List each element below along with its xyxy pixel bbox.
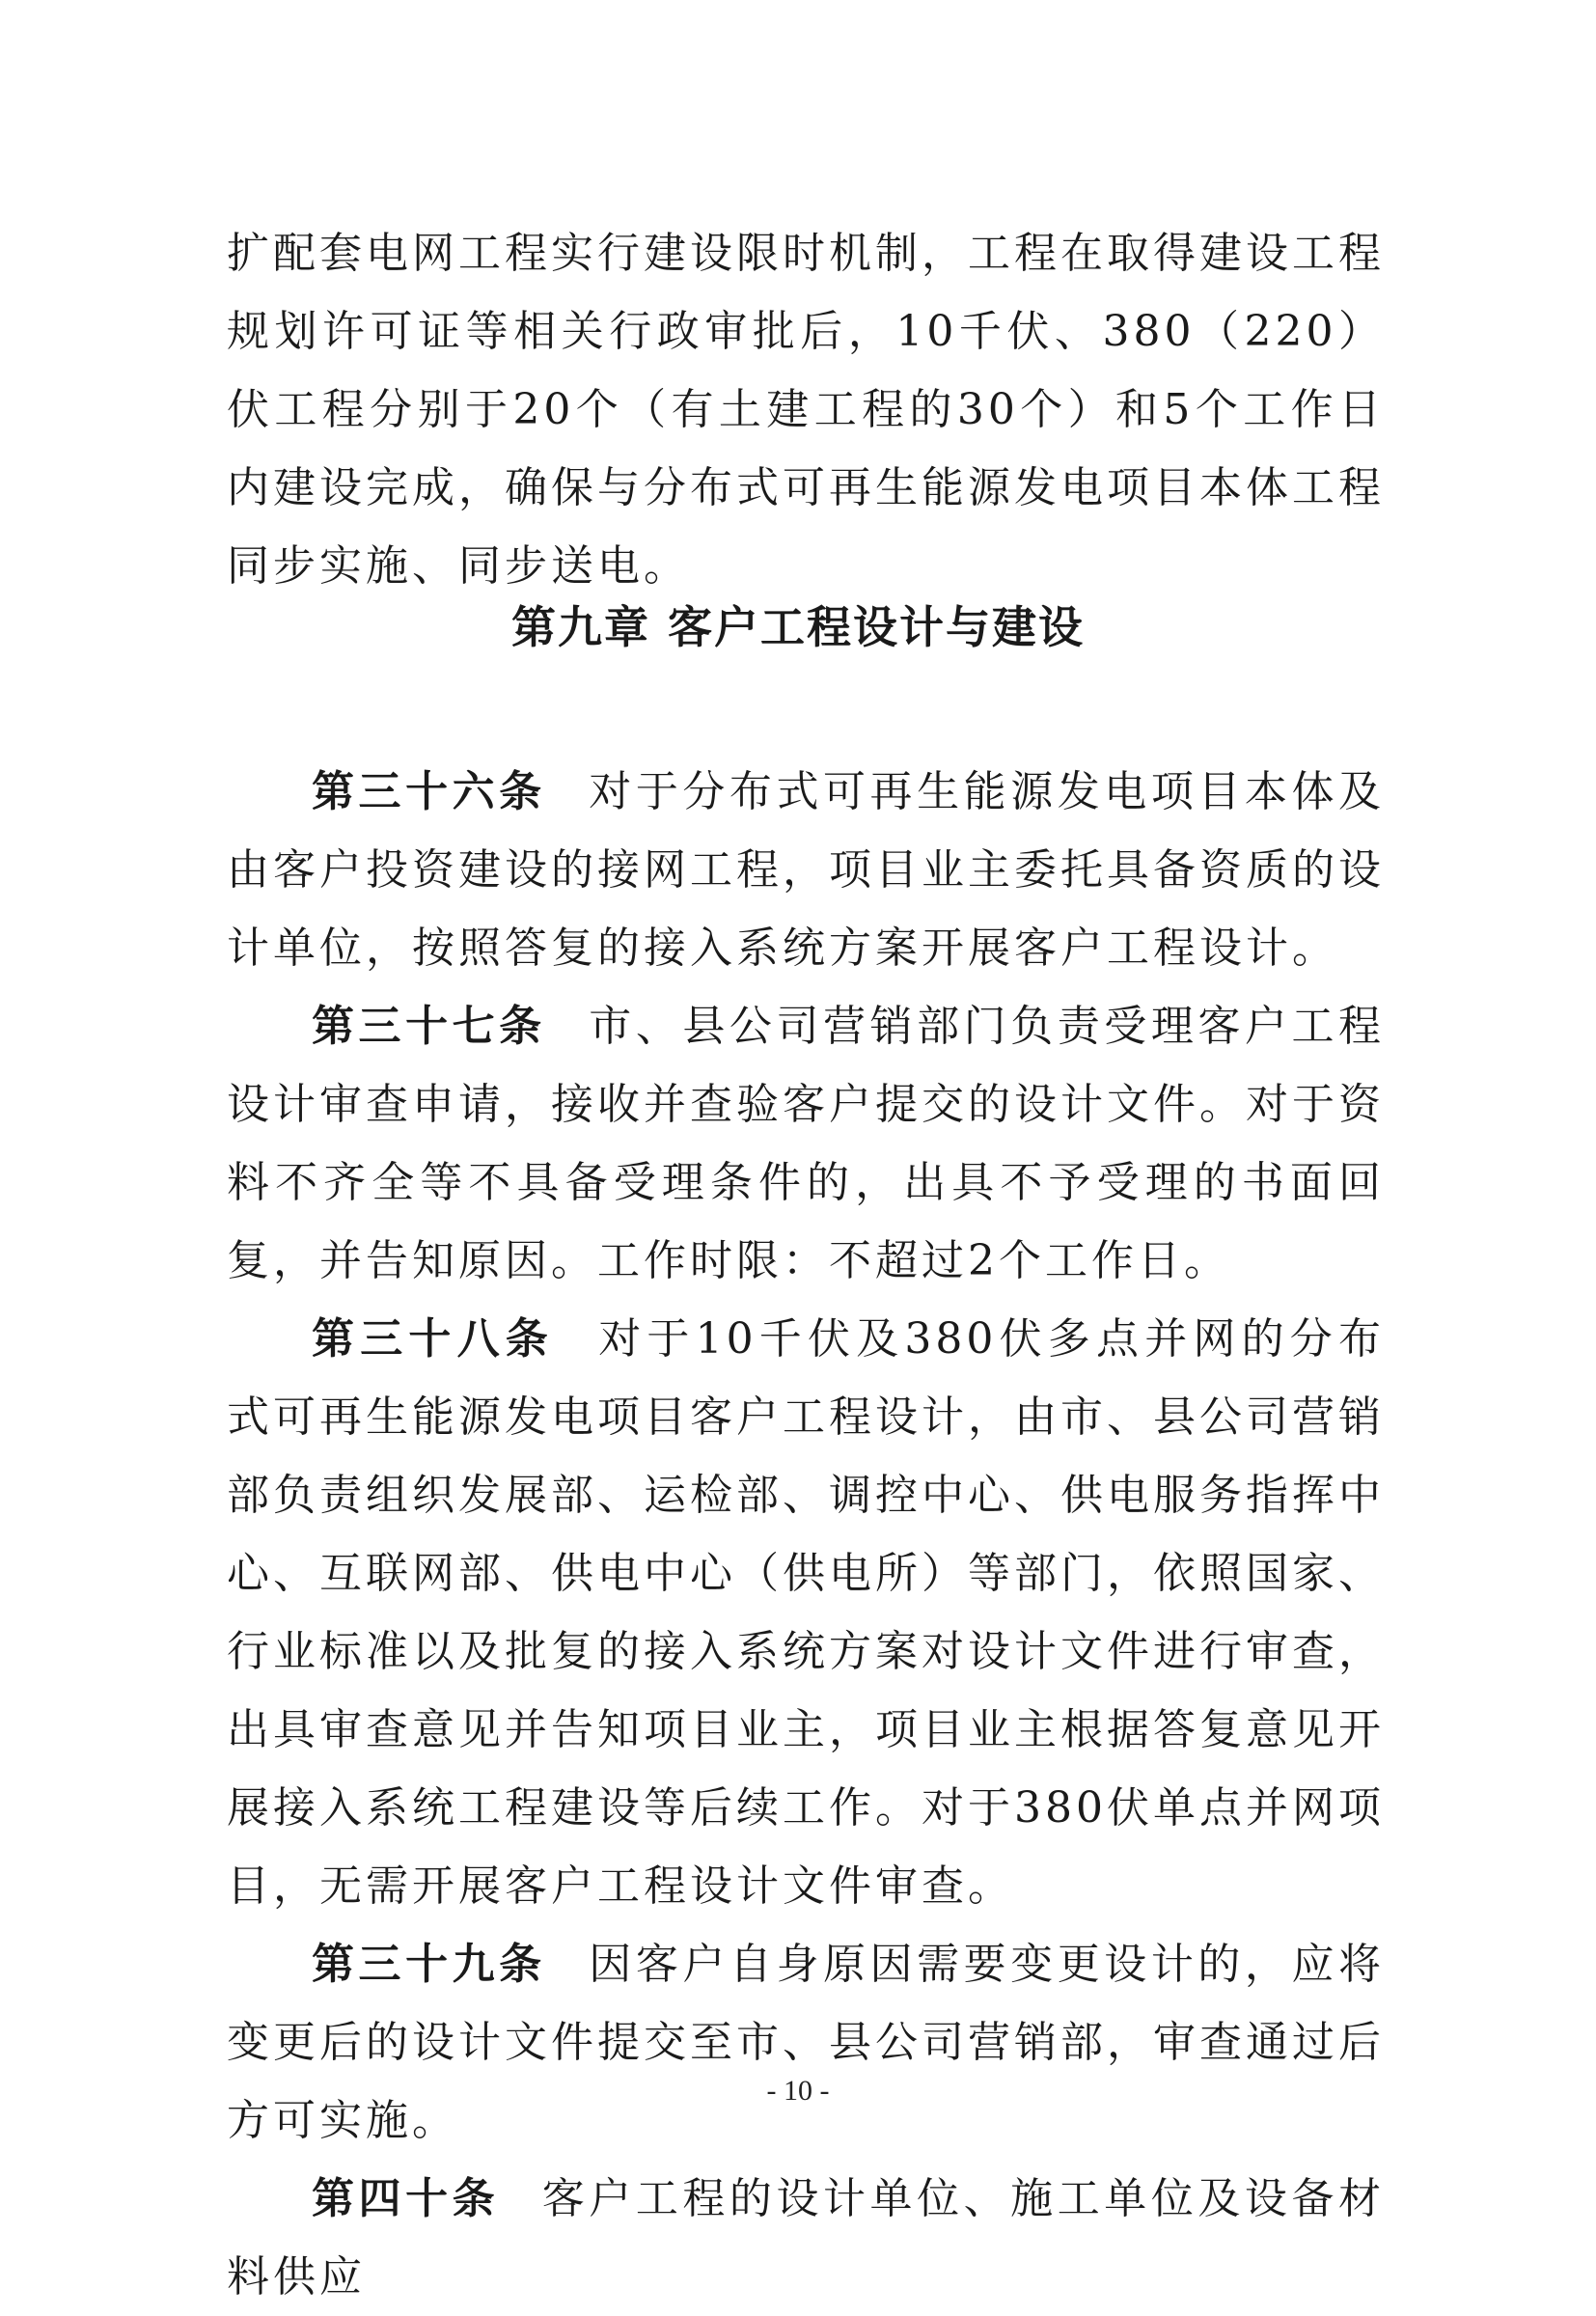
continued-paragraph-block	[227, 214, 1385, 605]
article-number: 第三十九条	[312, 1940, 546, 1989]
article-number: 第三十七条	[312, 1002, 546, 1051]
article-text: 因客户自身原因需要变更设计的，应将变更后的设计文件提交至市、县公司营销部，审查通过后方可实施。	[227, 1940, 1386, 2145]
article-37	[227, 987, 1385, 1300]
article-number: 第四十条	[312, 2174, 500, 2223]
article-number: 第三十八条	[312, 1314, 555, 1364]
article-text: 客户工程的设计单位、施工单位及设备材料供应	[227, 2174, 1386, 2302]
article-text: 市、县公司营销部门负责受理客户工程设计审查申请，接收并查验客户提交的设计文件。对于资料不齐全等不具备受理条件的，出具不予受理的书面回复，并告知原因。工作时限：不超过2个工作日。	[227, 1002, 1386, 1285]
continued-paragraph: 扩配套电网工程实行建设限时机制，工程在取得建设工程规划许可证等相关行政审批后，10千伏、380（220）伏工程分别于20个（有土建工程的30个）和5个工作日内建设完成，确保与分布式可再生能源发电项目本体工程同步实施、同步送电。	[227, 229, 1385, 591]
article-39	[227, 1925, 1385, 2160]
article-text: 对于分布式可再生能源发电项目本体及由客户投资建设的接网工程，项目业主委托具备资质的设计单位，按照答复的接入系统方案开展客户工程设计。	[227, 767, 1386, 973]
article-number: 第三十六条	[312, 767, 546, 816]
chapter-title: 第九章 客户工程设计与建设	[510, 601, 1085, 653]
article-40	[227, 2160, 1385, 2316]
article-38	[227, 1300, 1385, 1925]
article-36	[227, 753, 1385, 987]
article-text: 对于10千伏及380伏多点并网的分布式可再生能源发电项目客户工程设计，由市、县公司营销部负责组织发展部、运检部、调控中心、供电服务指挥中心、互联网部、供电中心（供电所）等部门，依照国家、行业标准以及批复的接入系统方案对设计文件进行审查，出具审查意见并告知项目业主，项目业主根据答复意见开展接入系统工程建设等后续工作。对于380伏单点并网项目，无需开展客户工程设计文件审查。	[227, 1314, 1385, 1911]
page-number: - 10 -	[766, 2075, 830, 2107]
